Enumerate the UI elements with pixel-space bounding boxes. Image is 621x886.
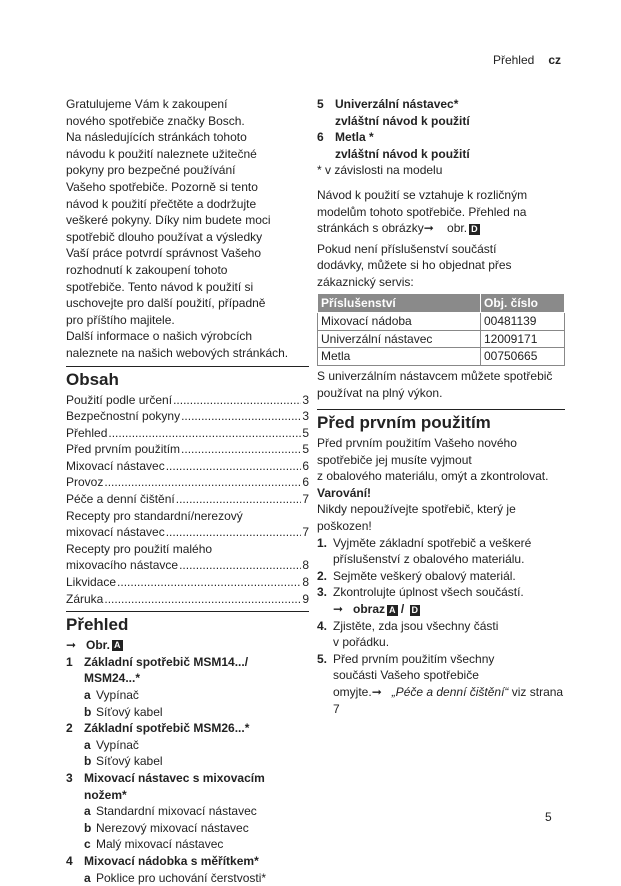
overview-item xyxy=(66,853,309,870)
step-number: 5. xyxy=(317,651,328,666)
subitem-text: Standardní mixovací nástavec xyxy=(96,804,257,819)
warning-line: Nikdy nepoužívejte spotřebič, který je xyxy=(317,502,516,517)
page-header xyxy=(493,53,561,67)
toc-dots xyxy=(166,524,302,541)
step-line xyxy=(317,535,565,552)
step-line xyxy=(317,551,565,568)
step-line xyxy=(317,618,565,635)
toc-entry xyxy=(66,557,309,574)
toc-entry-line: Recepty pro standardní/nerezový xyxy=(66,508,243,523)
step-number xyxy=(317,667,333,684)
toc-entry-title: mixovací nástavec xyxy=(66,525,165,540)
arrow-right-icon: ➞ xyxy=(333,602,344,617)
intro-line: spotřebič dlouho používat a výsledky xyxy=(66,229,263,244)
toc-dots xyxy=(179,557,301,574)
table-cell: 00750665 xyxy=(480,348,564,366)
table-row xyxy=(318,313,565,331)
step-text: Vyjměte základní spotřebič a veškeré xyxy=(333,535,532,550)
table-cell: Univerzální nástavec xyxy=(318,330,481,348)
overview-item xyxy=(317,129,565,146)
intro-text xyxy=(66,96,309,362)
step-text: v pořádku. xyxy=(333,635,390,650)
intro-line: pokyny pro bezpečné používání xyxy=(66,163,236,178)
item-title: zvláštní návod k použití xyxy=(335,146,470,161)
toc-entry xyxy=(66,392,309,409)
overview-item xyxy=(317,113,565,130)
item-title: Mixovací nástavec s mixovacím nožem* xyxy=(84,770,265,802)
models-note-ref: obr. xyxy=(443,221,468,236)
step-number xyxy=(317,551,333,568)
after-table-line: používat na plný výkon. xyxy=(317,385,443,400)
accessories-table xyxy=(317,293,565,366)
item-number xyxy=(317,113,335,130)
subitem-letter: b xyxy=(84,820,92,835)
footnote: * v závislosti na modelu xyxy=(317,163,443,178)
subitem-text: Síťový kabel xyxy=(96,704,163,719)
subitem-letter: a xyxy=(84,870,91,885)
models-note-line: modelům tohoto spotřebiče. Přehled na xyxy=(317,204,527,219)
toc-page-number: 5 xyxy=(302,442,309,457)
intro-line: nového spotřebiče značky Bosch. xyxy=(66,113,245,128)
step-line xyxy=(317,634,565,651)
toc-entry-title: Provoz xyxy=(66,475,104,490)
subitem-text: Poklice pro uchování čerstvosti* xyxy=(96,870,267,885)
overview-items-cont xyxy=(317,96,565,162)
toc-entry xyxy=(66,425,309,442)
step-number: 3. xyxy=(317,585,328,600)
intro-line: pro příštího majitele. xyxy=(66,312,175,327)
overview-item xyxy=(66,720,309,737)
step-line xyxy=(317,584,565,601)
table-cell: Mixovací nádoba xyxy=(318,313,481,331)
figure-ref xyxy=(66,637,309,654)
item-number: 6 xyxy=(317,130,324,145)
toc-entry xyxy=(66,574,309,591)
header-lang: cz xyxy=(548,53,561,67)
subitem-text: Vypínač xyxy=(96,688,139,702)
warning-line: poškozen! xyxy=(317,519,372,534)
step-ref-label: obraz xyxy=(353,602,386,617)
overview-item xyxy=(66,770,309,803)
intro-line: Vaší práce potvrdí správnost Vašeho xyxy=(66,246,261,261)
toc-entry-title: Záruka xyxy=(66,591,104,606)
table-row xyxy=(318,330,565,348)
step-number xyxy=(317,684,333,717)
toc-page-number: 8 xyxy=(302,575,309,590)
item-title: MSM24...* xyxy=(84,671,141,686)
models-note xyxy=(317,187,565,237)
overview-items xyxy=(66,654,309,886)
overview-item xyxy=(317,96,565,113)
first-use-steps xyxy=(317,535,565,718)
overview-subitem xyxy=(84,836,309,853)
step-ref-box: A xyxy=(389,605,396,616)
toc-page-number: 7 xyxy=(302,525,309,540)
toc-dots xyxy=(166,458,302,475)
divider xyxy=(66,611,309,612)
item-number: 2 xyxy=(66,721,73,736)
item-title: Základní spotřebič MSM14.../ xyxy=(84,654,249,669)
item-title: Základní spotřebič MSM26...* xyxy=(84,721,250,736)
toc-dots xyxy=(117,574,301,591)
intro-line: Vašeho spotřebiče. Pozorně si tento xyxy=(66,179,258,194)
toc-page-number: 5 xyxy=(302,425,309,440)
step-number xyxy=(317,601,333,618)
table-cell: 12009171 xyxy=(480,330,564,348)
intro-line: Na následujících stránkách tohoto xyxy=(66,130,247,145)
intro-line: návod k použití přečtěte a dodržujte xyxy=(66,196,257,211)
page-number: 5 xyxy=(545,810,552,824)
header-section: Přehled xyxy=(492,53,535,67)
toc-entry xyxy=(66,524,309,541)
table-header: Obj. číslo xyxy=(480,293,564,313)
toc-entry-title: Před prvním použitím xyxy=(66,442,181,457)
toc-page-number: 6 xyxy=(302,475,309,490)
subitem-text: Malý mixovací nástavec xyxy=(96,837,224,852)
divider xyxy=(317,409,565,410)
step-line xyxy=(317,651,565,668)
subitem-letter: b xyxy=(84,754,92,769)
item-title: Metla * xyxy=(335,130,374,145)
arrow-right-icon: ➞ xyxy=(371,685,382,699)
step-number xyxy=(317,634,333,651)
overview-subitem xyxy=(84,687,309,704)
models-note-line: stránkách s obrázky➞ obr. D xyxy=(317,221,478,236)
toc-entry-title: mixovacího nástavce xyxy=(66,558,179,573)
toc-entry xyxy=(66,474,309,491)
after-table-text xyxy=(317,368,565,401)
toc-dots xyxy=(173,392,301,409)
item-number: 3 xyxy=(66,770,73,785)
toc-entry xyxy=(66,458,309,475)
toc-page-number: 9 xyxy=(302,591,309,606)
step-line xyxy=(317,667,565,684)
models-note-line: Návod k použití se vztahuje k rozličným xyxy=(317,187,528,202)
right-column xyxy=(317,96,565,717)
step-text: součásti Vašeho spotřebiče xyxy=(333,668,479,683)
first-use-title: Před prvním použitím xyxy=(317,413,491,433)
subitem-letter: b xyxy=(84,704,92,719)
toc-page-number: 7 xyxy=(302,492,309,507)
toc-page-number: 3 xyxy=(302,409,309,424)
step-ref-sep: / xyxy=(397,602,408,617)
intro-line: Další informace o našich výrobcích xyxy=(66,329,253,344)
step-ref-title: „Péče a denní čištění“ xyxy=(391,685,509,699)
item-title: Mixovací nádobka s měřítkem* xyxy=(84,853,259,868)
first-use-intro xyxy=(317,435,565,485)
item-number: 5 xyxy=(317,97,324,111)
step-ref-box: D xyxy=(411,605,419,616)
step-number: 1. xyxy=(317,535,328,550)
overview-title: Přehled xyxy=(66,615,129,635)
subitem-letter: a xyxy=(84,737,91,752)
toc-entry-title: Použití podle určení xyxy=(66,392,173,407)
step-ref-text xyxy=(333,601,420,618)
figure-ref-text: Obr. xyxy=(86,638,111,653)
item-title: Univerzální nástavec* xyxy=(335,97,459,111)
intro-line: rozhodnutí k zakoupení tohoto xyxy=(66,262,228,277)
after-table-line: S univerzálním nástavcem můžete spotřebič xyxy=(317,368,553,383)
intro-line: uschovejte pro další použití, případně xyxy=(66,296,266,311)
overview-subitem xyxy=(84,737,309,754)
item-number: 4 xyxy=(66,853,73,868)
step-number: 4. xyxy=(317,618,328,633)
order-note-line: zákaznický servis: xyxy=(317,274,414,289)
table-header: Příslušenství xyxy=(318,293,481,313)
toc-entry xyxy=(66,441,309,458)
first-use-intro-line: z obalového materiálu, omýt a zkontrolovat. xyxy=(317,469,549,484)
step-text: Zjistěte, zda jsou všechny části xyxy=(333,618,499,633)
overview-item xyxy=(66,654,309,671)
warning-title: Varování! xyxy=(317,485,372,500)
toc-entry-title: Mixovací nástavec xyxy=(66,458,165,473)
intro-line: návodu k použití naleznete užitečné xyxy=(66,146,257,161)
warning-text xyxy=(317,501,565,534)
figure-ref-box: A xyxy=(114,640,121,651)
subitem-letter: c xyxy=(84,837,91,852)
item-number: 1 xyxy=(66,654,73,669)
toc-dots xyxy=(176,491,302,508)
table-cell: Metla xyxy=(318,348,481,366)
toc-entry-title: Bezpečnostní pokyny xyxy=(66,409,181,424)
toc-entry xyxy=(66,408,309,425)
intro-line: naleznete na našich webových stránkách. xyxy=(66,345,289,360)
toc-entry-title: Přehled xyxy=(66,425,108,440)
item-number xyxy=(317,146,335,163)
overview-subitem xyxy=(84,803,309,820)
toc-title: Obsah xyxy=(66,369,119,389)
toc-entry xyxy=(66,491,309,508)
step-text: příslušenství z obalového materiálu. xyxy=(333,552,525,567)
step-last-word: omyjte. xyxy=(333,685,372,699)
toc-page-number: 3 xyxy=(302,392,309,407)
left-column xyxy=(66,96,309,886)
step-line xyxy=(317,568,565,585)
overview-subitem xyxy=(84,820,309,837)
step-text: Sejměte veškerý obalový materiál. xyxy=(333,568,516,583)
arrow-right-icon: ➞ xyxy=(423,221,434,236)
divider xyxy=(66,366,309,367)
toc-list xyxy=(66,392,309,608)
overview-item xyxy=(317,146,565,163)
step-ref xyxy=(317,601,565,618)
subitem-letter: a xyxy=(84,804,91,819)
step-text: Před prvním použitím všechny xyxy=(333,651,495,666)
toc-entry-title: Likvidace xyxy=(66,575,117,590)
toc-dots xyxy=(104,591,301,608)
step-line xyxy=(317,684,565,717)
arrow-right-icon: ➞ xyxy=(66,638,77,653)
toc-entry-title: Péče a denní čištění xyxy=(66,492,175,507)
models-note-box: D xyxy=(471,224,478,235)
intro-line: Gratulujeme Vám k zakoupení xyxy=(66,97,228,111)
item-number xyxy=(66,670,84,687)
subitem-text: Síťový kabel xyxy=(96,754,163,769)
order-note-line: Pokud není příslušenství součástí xyxy=(317,241,497,256)
intro-line: veškeré pokyny. Díky nim budete moci xyxy=(66,213,271,228)
step-number: 2. xyxy=(317,568,328,583)
step-text xyxy=(333,684,565,717)
item-title: zvláštní návod k použití xyxy=(335,113,470,128)
toc-entry xyxy=(66,591,309,608)
step-ref-page: viz strana 7 xyxy=(333,685,564,716)
toc-dots xyxy=(108,425,301,442)
table-row xyxy=(318,348,565,366)
toc-page-number: 8 xyxy=(302,558,309,573)
subitem-text: Nerezový mixovací nástavec xyxy=(96,820,249,835)
order-note-line: dodávky, můžete si ho objednat přes xyxy=(317,258,512,273)
toc-dots xyxy=(181,408,301,425)
subitem-text: Vypínač xyxy=(96,737,139,752)
overview-item xyxy=(66,670,309,687)
first-use-intro-line: spotřebiče jej musíte vyjmout xyxy=(317,452,472,467)
order-note xyxy=(317,241,565,291)
toc-entry-line: Recepty pro použití malého xyxy=(66,541,213,556)
subitem-letter: a xyxy=(84,688,91,702)
toc-page-number: 6 xyxy=(302,458,309,473)
table-cell: 00481139 xyxy=(480,313,564,331)
intro-line: spotřebiče. Tento návod k použití si xyxy=(66,279,254,294)
overview-subitem xyxy=(84,753,309,770)
step-text: Zkontrolujte úplnost všech součástí. xyxy=(333,585,524,600)
first-use-intro-line: Před prvním použitím Vašeho nového xyxy=(317,436,517,451)
overview-subitem xyxy=(84,870,309,886)
toc-dots xyxy=(181,441,301,458)
overview-subitem xyxy=(84,704,309,721)
toc-dots xyxy=(104,474,301,491)
